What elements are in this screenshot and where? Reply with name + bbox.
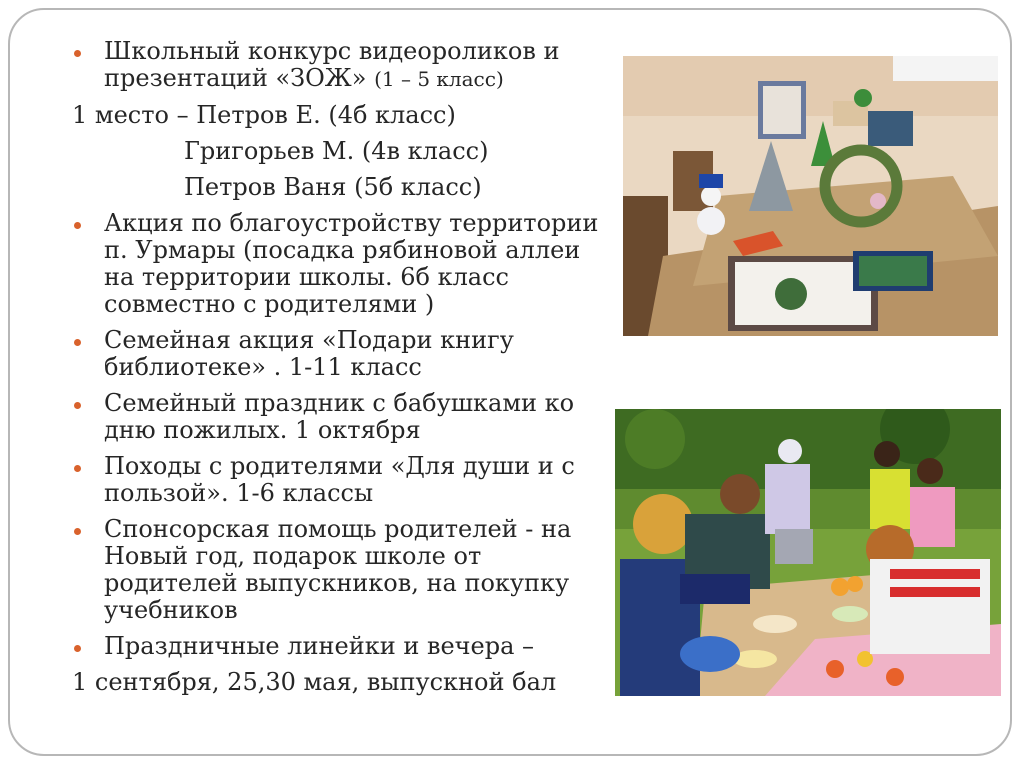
bullet-icon [74, 50, 81, 57]
bullet-icon [74, 528, 81, 535]
dates-line: 1 сентября, 25,30 мая, выпускной бал [72, 668, 557, 696]
bullet-icon [74, 222, 81, 229]
list-item-text: Школьный конкурс видеороликов и презентаций «ЗОЖ» [104, 37, 560, 92]
crafts-exhibition-photo [623, 56, 998, 336]
list-item-text: Семейная акция «Подари книгу библиотеке» . 1-11 класс [104, 326, 514, 381]
winner-line: Григорьев М. (4в класс) [184, 137, 489, 165]
winner-line: 1 место – Петров Е. (4б класс) [72, 101, 456, 129]
list-item [72, 327, 612, 381]
list-item [72, 38, 612, 93]
bullet-icon [74, 402, 81, 409]
bullet-icon [74, 465, 81, 472]
list-item-text: Походы с родителями «Для души и с пользой». 1-6 классы [104, 452, 575, 507]
list-item-text: Семейный праздник с бабушками ко дню пожилых. 1 октября [104, 389, 575, 444]
list-item [72, 633, 612, 660]
slide-text-body [72, 38, 612, 705]
family-picnic-image [615, 409, 1001, 696]
list-item-text: Праздничные линейки и вечера – [104, 632, 535, 660]
list-item [72, 453, 612, 507]
list-item [72, 210, 612, 318]
list-item [72, 390, 612, 444]
bullet-icon [74, 339, 81, 346]
list-item-text: Акция по благоустройству территории п. Урмары (посадка рябиновой аллеи на территории школы. 6б класс совместно с родителями ) [104, 209, 599, 318]
list-item-note: (1 – 5 класс) [374, 67, 504, 91]
winner-line: Петров Ваня (5б класс) [184, 173, 482, 201]
family-picnic-photo [615, 409, 1001, 696]
crafts-exhibition-image [623, 56, 998, 336]
bullet-icon [74, 645, 81, 652]
list-item [72, 516, 612, 624]
list-item-text: Спонсорская помощь родителей - на Новый год, подарок школе от родителей выпускников, на покупку учебников [104, 515, 572, 624]
